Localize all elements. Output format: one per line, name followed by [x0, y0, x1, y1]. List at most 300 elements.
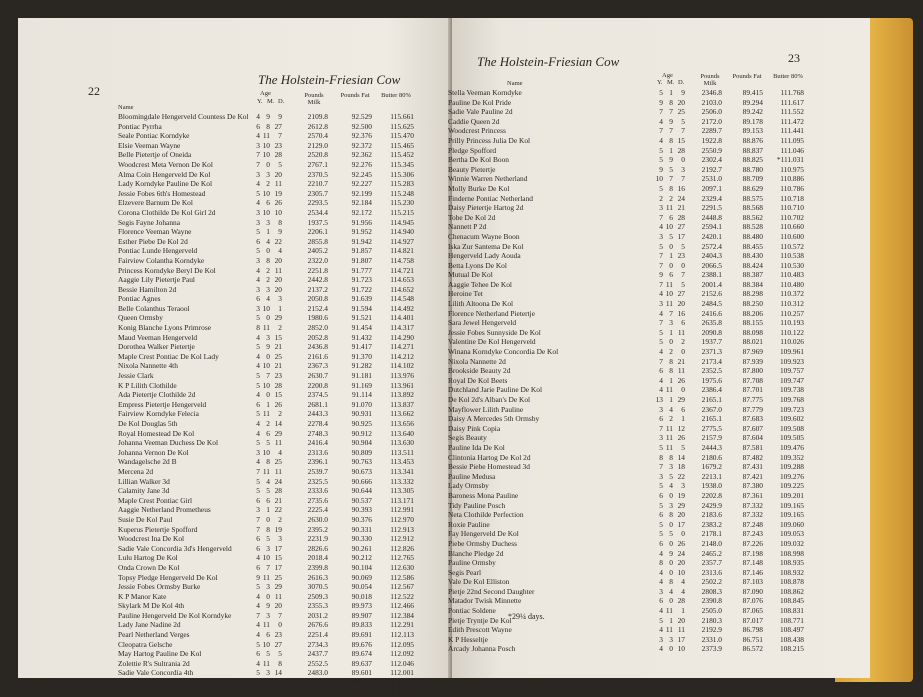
cow-name: Queen Christine Pietertje: [118, 678, 193, 688]
butter-pounds: 114.102: [390, 361, 414, 371]
fat-pounds: 89.153: [742, 126, 763, 136]
age-months: 3: [266, 668, 270, 678]
milk-pounds: 2291.5: [701, 203, 722, 213]
age-years: 4: [659, 289, 663, 299]
milk-pounds: 1937.5: [307, 217, 328, 227]
fat-pounds: 87.939: [742, 356, 763, 366]
table-row: [448, 213, 812, 223]
age-years: 7: [659, 356, 663, 366]
fat-pounds: 88.562: [742, 212, 763, 222]
cow-name: Cleopatra Gelsche: [118, 639, 173, 649]
milk-pounds: 2018.4: [307, 553, 328, 563]
age-months: 8: [669, 510, 673, 520]
table-row: [118, 256, 448, 266]
cow-name: Fairview Korndyke Felecia: [118, 409, 199, 419]
butter-pounds: 110.975: [780, 164, 804, 174]
age-years: 5: [256, 668, 260, 678]
cow-name: Belle Colanthus Teraool: [118, 303, 190, 313]
milk-pounds: 2172.0: [701, 116, 722, 126]
age-days: 0: [681, 385, 685, 395]
table-row: [448, 107, 812, 117]
fat-pounds: 87.431: [742, 462, 763, 472]
age-years: 6: [659, 490, 663, 500]
milk-pounds: 2052.8: [307, 332, 328, 342]
age-years: 5: [659, 241, 663, 251]
age-years: 4: [256, 179, 260, 189]
age-years: 10: [655, 174, 663, 184]
age-years: 5: [659, 327, 663, 337]
fat-pounds: 91.807: [351, 255, 372, 265]
fat-pounds: 89.637: [351, 658, 372, 668]
butter-pounds: 114.653: [390, 275, 414, 285]
fat-pounds: 89.833: [351, 620, 372, 630]
table-row: [448, 146, 812, 156]
milk-pounds: 2050.8: [307, 294, 328, 304]
milk-pounds: 2313.6: [701, 567, 722, 577]
cow-name: Calamity Jane 3d: [118, 486, 170, 496]
age-months: 3: [266, 169, 270, 179]
age-days: 28: [274, 380, 282, 390]
butter-pounds: 108.215: [779, 644, 804, 654]
butter-pounds: 110.710: [780, 203, 804, 213]
age-months: 4: [669, 586, 673, 596]
age-months: 11: [262, 323, 270, 333]
cow-name: Pauline Ormsby: [448, 558, 496, 568]
age-years: 4: [659, 375, 663, 385]
butter-pounds: 112.826: [390, 543, 414, 553]
col-header-m: M.: [267, 98, 275, 105]
cow-name: Daisy A Mercedes 5th Ormsby: [448, 414, 540, 424]
fat-pounds: 89.242: [742, 107, 763, 117]
butter-pounds: 113.892: [390, 390, 414, 400]
age-days: 25: [274, 457, 282, 467]
age-days: 4: [681, 586, 685, 596]
cow-name: Pontiac Soldene: [448, 606, 496, 616]
butter-pounds: 109.747: [779, 375, 804, 385]
age-months: 10: [262, 361, 270, 371]
table-row: [118, 198, 448, 208]
table-row: [118, 275, 448, 285]
butter-pounds: 114.212: [390, 351, 414, 361]
age-years: 5: [256, 246, 260, 256]
age-months: 10: [665, 289, 673, 299]
page-number: 22: [88, 84, 100, 98]
age-months: 9: [669, 116, 673, 126]
age-months: 11: [262, 131, 270, 141]
fat-pounds: 88.384: [742, 279, 763, 289]
table-row: [118, 649, 448, 659]
table-row: [448, 529, 812, 539]
table-row: [448, 280, 812, 290]
age-years: 5: [659, 442, 663, 452]
age-months: 5: [266, 649, 270, 659]
butter-pounds: 110.600: [780, 231, 804, 241]
age-years: 4: [256, 198, 260, 208]
milk-pounds: 2090.8: [701, 327, 722, 337]
cow-name: Florence Netherland Pietertje: [448, 308, 536, 318]
age-years: 3: [256, 303, 260, 313]
milk-pounds: 2367.0: [701, 404, 722, 414]
fat-pounds: 90.069: [351, 572, 372, 582]
fat-pounds: 87.701: [742, 385, 763, 395]
age-days: 11: [274, 466, 282, 476]
age-months: 10: [262, 447, 270, 457]
age-days: 2: [278, 514, 282, 524]
milk-pounds: 2225.4: [307, 505, 328, 515]
fat-pounds: 92.172: [351, 207, 372, 217]
table-row: [118, 150, 448, 160]
age-days: 1: [278, 687, 282, 697]
butter-pounds: 114.401: [390, 313, 414, 323]
age-days: 15: [274, 390, 282, 400]
milk-pounds: 2322.0: [307, 255, 328, 265]
milk-pounds: 1679.2: [701, 462, 722, 472]
table-row: [448, 98, 812, 108]
table-row: [448, 270, 812, 280]
table-row: [118, 333, 448, 343]
milk-pounds: 2748.3: [307, 428, 328, 438]
cow-name: Queen Ormsby: [118, 313, 163, 323]
age-months: 7: [266, 562, 270, 572]
age-months: 3: [669, 318, 673, 328]
age-years: 3: [659, 586, 663, 596]
age-days: 4: [681, 577, 685, 587]
milk-pounds: 2531.0: [701, 174, 722, 184]
cow-name: Stella Veeman Korndyke: [448, 88, 522, 97]
butter-pounds: 114.758: [390, 255, 414, 265]
age-years: 4: [256, 332, 260, 342]
age-days: 11: [677, 625, 685, 635]
milk-pounds: 2395.2: [307, 524, 328, 534]
cow-name: Lulu Hartog De Kol: [118, 553, 178, 563]
table-row: [118, 131, 448, 141]
table-row: [118, 525, 448, 535]
age-months: 6: [266, 495, 270, 505]
cow-name: Sadie Vale Concordia 4th: [118, 668, 194, 678]
cow-name: Nixola Nannette 2d: [448, 356, 506, 366]
table-row: [118, 141, 448, 151]
milk-pounds: 2506.0: [701, 107, 722, 117]
fat-pounds: 87.380: [742, 481, 763, 491]
fat-pounds: 89.676: [351, 639, 372, 649]
cow-name: Fay Hengerveld De Kol: [448, 529, 519, 539]
milk-pounds: 2355.3: [307, 601, 328, 611]
table-row: [448, 222, 812, 232]
milk-pounds: 2202.8: [701, 490, 722, 500]
age-months: 10: [262, 140, 270, 150]
milk-pounds: 2808.3: [701, 586, 722, 596]
cow-name: Jessie Fobes 6th's Homestead: [118, 188, 206, 198]
fat-pounds: 89.973: [351, 601, 372, 611]
cow-name: De Kol Douglas 5th: [118, 419, 178, 428]
milk-pounds: 2572.4: [701, 241, 722, 251]
milk-pounds: 2206.1: [307, 227, 328, 237]
butter-pounds: 114.652: [390, 284, 414, 294]
milk-pounds: 2416.4: [307, 438, 328, 448]
age-years: 4: [256, 275, 260, 285]
age-years: 4: [256, 361, 260, 371]
table-row: [448, 577, 812, 587]
butter-pounds: 112.095: [390, 639, 414, 649]
butter-pounds: 111.046: [780, 145, 804, 155]
age-months: 0: [669, 241, 673, 251]
butter-pounds: 112.046: [390, 658, 414, 668]
age-days: 24: [274, 476, 282, 486]
age-years: 3: [256, 678, 260, 688]
age-months: 1: [266, 227, 270, 237]
age-days: 29: [677, 395, 685, 404]
table-row: [118, 457, 448, 467]
age-years: 9: [256, 572, 260, 582]
table-row: [448, 88, 812, 98]
butter-pounds: 114.940: [390, 227, 414, 237]
age-years: 6: [256, 121, 260, 131]
table-row: [118, 160, 448, 170]
age-months: 0: [266, 159, 270, 169]
age-days: 21: [274, 495, 282, 505]
fat-pounds: 87.103: [742, 577, 763, 587]
age-months: 7: [669, 174, 673, 184]
age-months: 4: [669, 404, 673, 414]
age-months: 1: [669, 615, 673, 625]
table-row: [448, 289, 812, 299]
table-row: [118, 246, 448, 256]
butter-pounds: 112.522: [390, 591, 414, 601]
age-days: 29: [274, 313, 282, 323]
butter-pounds: 114.548: [390, 294, 414, 304]
age-months: 6: [266, 630, 270, 640]
col-header-fat: Pounds Fat: [340, 92, 370, 99]
milk-pounds: 2676.6: [307, 620, 328, 630]
age-days: 17: [677, 519, 685, 529]
butter-pounds: 109.053: [779, 529, 804, 539]
fat-pounds: 88.876: [742, 135, 763, 145]
milk-pounds: 2444.3: [701, 442, 722, 452]
fat-pounds: 92.276: [351, 159, 372, 169]
age-days: 24: [677, 548, 685, 558]
cow-name: Winana Korndyke Concordia De Kol: [448, 347, 559, 357]
milk-pounds: 2165.1: [701, 395, 722, 404]
butter-pounds: 115.345: [390, 159, 414, 169]
fat-pounds: 91.639: [351, 294, 372, 304]
butter-pounds: 112.113: [390, 630, 414, 640]
milk-pounds: 2396.1: [307, 457, 328, 467]
fat-pounds: 87.482: [742, 452, 763, 462]
age-days: 0: [278, 620, 282, 630]
milk-pounds: 2289.7: [701, 126, 722, 136]
left-page: [18, 18, 452, 697]
table-row: [118, 668, 448, 678]
age-months: 2: [669, 414, 673, 424]
cow-name: Johanna Vernon De Kol: [118, 447, 189, 457]
age-months: 2: [266, 265, 270, 275]
age-months: 2: [669, 193, 673, 203]
age-years: 6: [256, 562, 260, 572]
butter-pounds: 114.927: [390, 236, 414, 246]
milk-pounds: 2251.8: [307, 265, 328, 275]
age-years: 5: [256, 227, 260, 237]
age-months: 2: [266, 275, 270, 285]
age-years: 5: [256, 380, 260, 390]
age-days: 1: [681, 606, 685, 616]
milk-pounds: 1980.6: [307, 313, 328, 323]
fat-pounds: 89.601: [351, 668, 372, 678]
milk-pounds: 2109.8: [307, 112, 328, 121]
milk-pounds: 2180.3: [701, 615, 722, 625]
table-row: [118, 227, 448, 237]
age-months: 9: [266, 342, 270, 352]
age-days: 3: [278, 294, 282, 304]
table-row: [118, 630, 448, 640]
table-row: [118, 381, 448, 391]
age-days: 3: [681, 481, 685, 491]
age-months: 1: [669, 251, 673, 261]
age-months: 1: [669, 327, 673, 337]
age-years: 5: [256, 409, 260, 419]
butter-pounds: 110.538: [780, 251, 804, 261]
col-header-name: Name: [507, 80, 523, 87]
table-row: [448, 328, 812, 338]
milk-pounds: 2852.0: [307, 323, 328, 333]
butter-pounds: 114.492: [390, 303, 414, 313]
age-days: 5: [681, 116, 685, 126]
cow-name: Tidy Pauline Posch: [448, 500, 506, 510]
butter-pounds: 112.466: [390, 601, 414, 611]
cow-name: Lady Jane Nadine 2d: [118, 620, 181, 630]
age-years: 3: [659, 634, 663, 644]
milk-pounds: 2420.1: [701, 231, 722, 241]
butter-pounds: 111.798: [390, 687, 414, 697]
fat-pounds: 89.294: [742, 97, 763, 107]
milk-pounds: 1938.0: [701, 481, 722, 491]
col-header-y: Y.: [257, 98, 263, 105]
milk-pounds: 2744.0: [307, 678, 328, 688]
milk-pounds: 2152.6: [701, 289, 722, 299]
table-row: [118, 553, 448, 563]
age-days: 10: [677, 567, 685, 577]
table-row: [448, 606, 812, 616]
running-head: The Holstein-Friesian Cow: [477, 54, 620, 69]
age-months: 10: [262, 553, 270, 563]
table-row: [448, 385, 812, 395]
age-years: 3: [659, 299, 663, 309]
cow-name: Pearl Netherland Verges: [118, 630, 190, 640]
table-row: [448, 174, 812, 184]
cow-name: Segis Fayne Johanna: [118, 217, 180, 227]
butter-pounds: 113.837: [390, 399, 414, 409]
fat-pounds: 91.942: [351, 236, 372, 246]
butter-pounds: 110.530: [780, 260, 804, 270]
age-days: 14: [274, 668, 282, 678]
age-days: 23: [677, 251, 685, 261]
age-years: 5: [659, 529, 663, 539]
butter-pounds: 110.480: [780, 279, 804, 289]
age-months: 0: [266, 313, 270, 323]
milk-pounds: 2448.8: [701, 212, 722, 222]
cow-name: Aaggie Lily Pietertje Paul: [118, 275, 195, 285]
milk-pounds: 2331.0: [701, 634, 722, 644]
cow-name: Beauty Pietertje: [448, 164, 496, 174]
table-row: [118, 122, 448, 132]
age-months: 3: [266, 582, 270, 592]
fat-pounds: 88.837: [742, 145, 763, 155]
butter-pounds: 114.317: [390, 323, 414, 333]
table-row: [118, 342, 448, 352]
table-row: [118, 218, 448, 228]
milk-pounds: 2383.2: [701, 519, 722, 529]
age-months: 8: [669, 452, 673, 462]
cow-name: Pauline Hengerveld De Kol Korndyke: [118, 610, 232, 620]
age-days: 22: [677, 471, 685, 481]
age-months: 0: [669, 644, 673, 654]
page-number: 23: [788, 51, 800, 65]
age-months: 2: [669, 347, 673, 357]
milk-pounds: 2594.1: [701, 222, 722, 232]
age-days: 29: [677, 500, 685, 510]
milk-pounds: 2388.1: [701, 270, 722, 280]
age-months: 1: [266, 399, 270, 409]
age-days: 20: [677, 97, 685, 107]
fat-pounds: 88.430: [742, 251, 763, 261]
age-days: 20: [274, 275, 282, 285]
age-days: 20: [274, 255, 282, 265]
age-months: 5: [669, 164, 673, 174]
age-years: 5: [659, 155, 663, 165]
age-days: 0: [681, 347, 685, 357]
cow-name: Daisy Pietertje Hartog 2d: [448, 203, 524, 213]
butter-pounds: *111.031: [776, 155, 804, 165]
fat-pounds: 91.722: [351, 284, 372, 294]
milk-pounds: 2333.6: [307, 486, 328, 496]
age-years: 7: [256, 524, 260, 534]
butter-pounds: 115.248: [390, 188, 414, 198]
table-row: [448, 357, 812, 367]
butter-pounds: 108.932: [779, 567, 804, 577]
fat-pounds: 87.969: [742, 347, 763, 357]
table-row: [118, 179, 448, 189]
cow-name: Elzevere Barnum De Kol: [118, 198, 193, 208]
age-years: 4: [659, 135, 663, 145]
butter-pounds: 111.768: [780, 88, 804, 97]
milk-pounds: 2374.5: [307, 390, 328, 400]
milk-pounds: 2001.4: [701, 279, 722, 289]
fat-pounds: 90.925: [351, 419, 372, 428]
age-months: 7: [669, 107, 673, 117]
butter-pounds: 110.122: [780, 327, 804, 337]
butter-pounds: 110.702: [780, 212, 804, 222]
table-row: [118, 486, 448, 496]
age-years: 4: [659, 222, 663, 232]
cow-name: Heroine Tet: [448, 289, 483, 299]
table-row: [448, 242, 812, 252]
fat-pounds: 91.169: [351, 380, 372, 390]
fat-pounds: 86.572: [742, 644, 763, 654]
cow-name: Bloomingdale Hengerveld Countess De Kol: [118, 112, 249, 121]
age-years: 5: [659, 615, 663, 625]
age-years: 7: [256, 610, 260, 620]
fat-pounds: 91.181: [351, 371, 372, 381]
cow-name: Segis Beauty: [448, 433, 487, 443]
age-months: 11: [262, 466, 270, 476]
age-months: 10: [665, 222, 673, 232]
butter-pounds: 108.438: [779, 634, 804, 644]
milk-pounds: 2302.4: [701, 155, 722, 165]
milk-pounds: 2313.6: [307, 447, 328, 457]
age-months: 3: [266, 284, 270, 294]
cow-name: Susie De Kol Paul: [118, 514, 173, 524]
butter-pounds: 109.738: [779, 385, 804, 395]
age-years: 7: [659, 279, 663, 289]
